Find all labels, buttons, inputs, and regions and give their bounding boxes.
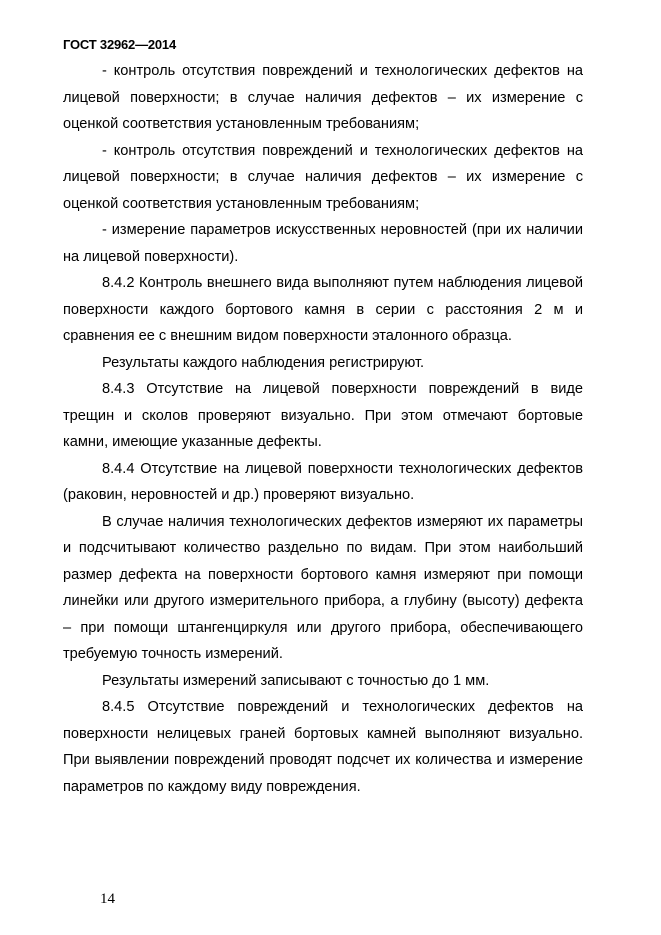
paragraph-8-4-2: 8.4.2 Контроль внешнего вида выполняют путем наблюдения лицевой поверхности каждого бортового камня в серии с расстояния 2 м и сравнения ее с внешним видом поверхности эталонного образца.	[63, 275, 583, 344]
document-body	[63, 58, 583, 800]
paragraph-defects-control-1: - контроль отсутствия повреждений и технологических дефектов на лицевой поверхности; в случае наличия дефектов – их измерение с оценкой соответствия установленным требованиям;	[63, 63, 583, 132]
paragraph-8-4-4: 8.4.4 Отсутствие на лицевой поверхности технологических дефектов (раковин, неровностей и др.) проверяют визуально.	[63, 460, 583, 503]
paragraph-8-4-3: 8.4.3 Отсутствие на лицевой поверхности повреждений в виде трещин и сколов проверяют визуально. При этом отмечают бортовые камни, имеющие указанные дефекты.	[63, 381, 583, 450]
paragraph-defects-control-2: - контроль отсутствия повреждений и технологических дефектов на лицевой поверхности; в случае наличия дефектов – их измерение с оценкой соответствия установленным требованиям;	[63, 142, 583, 212]
paragraph-observation-results: Результаты каждого наблюдения регистрируют.	[102, 354, 425, 371]
page-number: 14	[100, 891, 115, 907]
paragraph-measurement-results: Результаты измерений записывают с точностью до 1 мм.	[102, 672, 490, 689]
paragraph-8-4-5: 8.4.5 Отсутствие повреждений и технологических дефектов на поверхности нелицевых граней бортовых камней выполняют визуально. При выявлении повреждений проводят подсчет их количества и измерение параметров по каждому виду повреждения.	[63, 699, 583, 795]
document-code-header: ГОСТ 32962—2014	[63, 37, 176, 52]
paragraph-artificial-unevenness: - измерение параметров искусственных неровностей (при их наличии на лицевой поверхности).	[63, 222, 583, 265]
paragraph-technological-defects: В случае наличия технологических дефектов измеряют их параметры и подсчитывают количество раздельно по видам. При этом наибольший размер дефекта на поверхности бортового камня измеряют при помощи линейки или другого измерительного прибора, а глубину (высоту) дефекта – при помощи штангенциркуля или другого прибора, обеспечивающего требуемую точность измерений.	[63, 513, 583, 662]
